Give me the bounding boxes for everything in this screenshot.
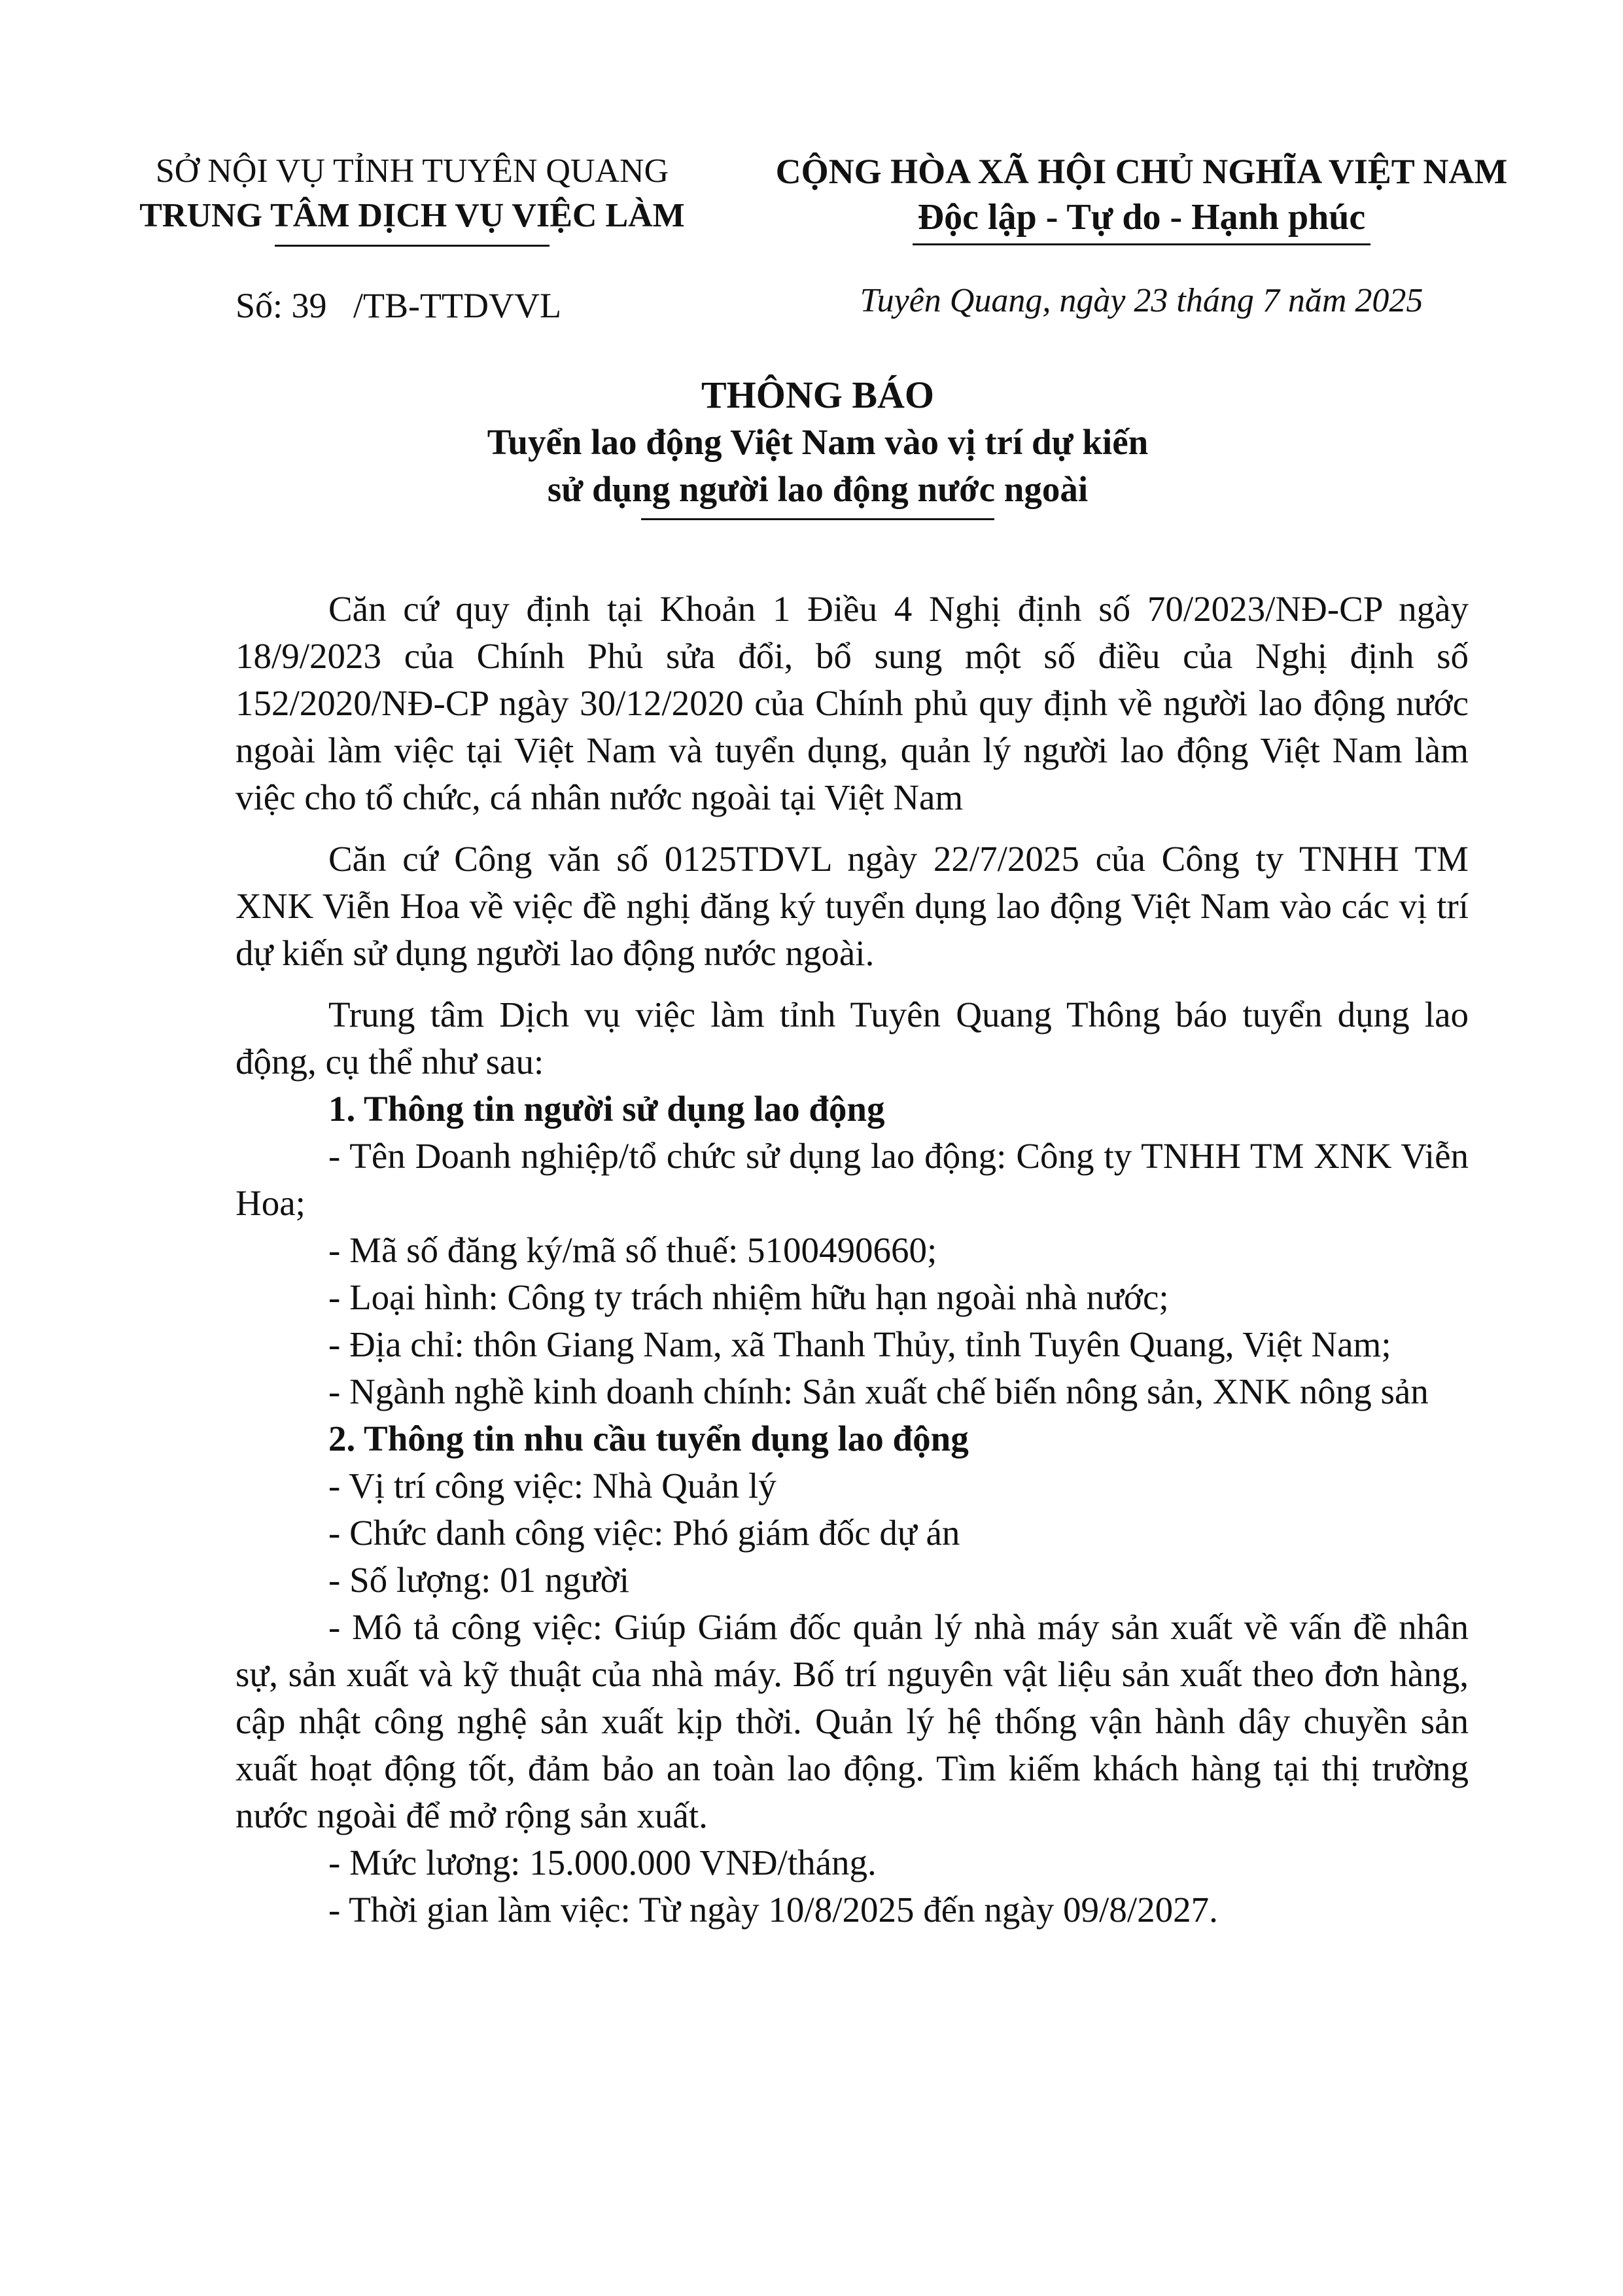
national-title: CỘNG HÒA XÃ HỘI CHỦ NGHĨA VIỆT NAM (775, 152, 1508, 191)
document-subtitle-line2: sử dụng người lao động nước ngoài (547, 469, 1089, 509)
national-motto: Độc lập - Tự do - Hạnh phúc (917, 197, 1366, 238)
document-title-block (164, 372, 1472, 520)
job-quantity: - Số lượng: 01 người (328, 1560, 630, 1600)
document-subtitle-line1: Tuyển lao động Việt Nam vào vị trí dự kiến (487, 422, 1149, 462)
motto-underline (913, 243, 1370, 245)
job-description: - Mô tả công việc: Giúp Giám đốc quản lý nhà máy sản xuất về vấn đề nhân sự, sản xuất và kỹ thuật của nhà máy. Bố trí nguyên vật liệu sản xuất theo đơn hàng, cập nhật công nghệ sản xuất kịp thời. Quản lý hệ thống vận hành dây chuyền sản xuất hoạt động tốt, đảm bảo an toàn lao động. Tìm kiếm khách hàng tại thị trường nước ngoài để mở rộng sản xuất. (236, 1607, 1469, 1835)
job-salary: - Mức lương: 15.000.000 VNĐ/tháng. (328, 1843, 877, 1882)
employer-address: - Địa chỉ: thôn Giang Nam, xã Thanh Thủy, tỉnh Tuyên Quang, Việt Nam; (328, 1324, 1391, 1364)
legal-basis-paragraph-1: Căn cứ quy định tại Khoản 1 Điều 4 Nghị định số 70/2023/NĐ-CP ngày 18/9/2023 của Chính Phủ sửa đổi, bổ sung một số điều của Nghị định số 152/2020/NĐ-CP ngày 30/12/2020 của Chính phủ quy định về người lao động nước ngoài làm việc tại Việt Nam và tuyển dụng, quản lý người lao động Việt Nam làm việc cho tổ chức, cá nhân nước ngoài tại Việt Nam (236, 589, 1469, 817)
issuing-center: TRUNG TÂM DỊCH VỤ VIỆC LÀM (139, 197, 685, 234)
issuing-agency-block (98, 149, 726, 247)
employer-name: - Tên Doanh nghiệp/tổ chức sử dụng lao động: Công ty TNHH TM XNK Viễn Hoa; (236, 1136, 1469, 1223)
employer-business-line: - Ngành nghề kinh doanh chính: Sản xuất chế biến nông sản, XNK nông sản (328, 1371, 1429, 1411)
employer-tax-code: - Mã số đăng ký/mã số thuế: 5100490660; (328, 1230, 937, 1270)
announcement-intro: Trung tâm Dịch vụ việc làm tỉnh Tuyên Quang Thông báo tuyển dụng lao động, cụ thể như sau: (236, 995, 1469, 1082)
place-and-date: Tuyên Quang, ngày 23 tháng 7 năm 2025 (860, 282, 1423, 319)
parent-agency: SỞ NỘI VỤ TỈNH TUYÊN QUANG (155, 152, 669, 190)
agency-underline (275, 245, 550, 247)
document-number: Số: 39 /TB-TTDVVL (236, 286, 561, 325)
job-title: - Chức danh công việc: Phó giám đốc dự án (328, 1513, 960, 1553)
section-2-heading: 2. Thông tin nhu cầu tuyển dụng lao động (328, 1419, 969, 1458)
document-body (236, 586, 1469, 1934)
legal-basis-paragraph-2: Căn cứ Công văn số 0125TDVL ngày 22/7/2025 của Công ty TNHH TM XNK Viễn Hoa về việc đề nghị đăng ký tuyển dụng lao động Việt Nam vào các vị trí dự kiến sử dụng người lao động nước ngoài. (236, 839, 1469, 973)
employer-type: - Loại hình: Công ty trách nhiệm hữu hạn ngoài nhà nước; (328, 1277, 1169, 1317)
section-1-heading: 1. Thông tin người sử dụng lao động (328, 1089, 885, 1129)
document-title: THÔNG BÁO (701, 374, 935, 416)
national-header-block (752, 149, 1531, 245)
job-period: - Thời gian làm việc: Từ ngày 10/8/2025 đến ngày 09/8/2027. (328, 1890, 1218, 1930)
title-underline (641, 518, 994, 520)
job-position: - Vị trí công việc: Nhà Quản lý (328, 1466, 777, 1506)
